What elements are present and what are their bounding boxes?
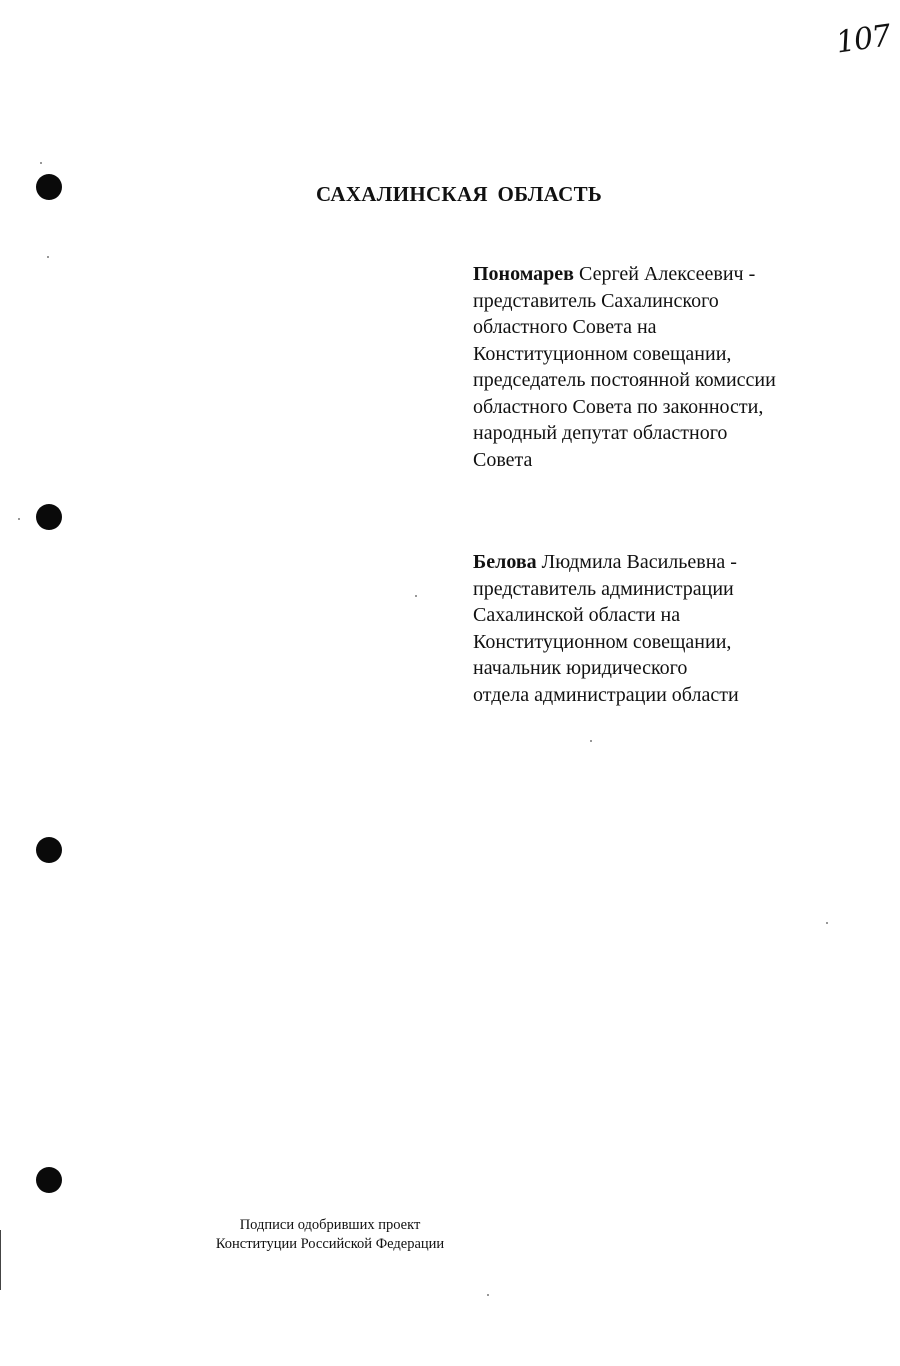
person-role-line: областного Совета по законности,	[473, 395, 764, 418]
document-title: САХАЛИНСКАЯ ОБЛАСТЬ	[315, 182, 603, 207]
scan-speck	[40, 162, 42, 164]
scan-speck	[18, 518, 20, 520]
punch-hole	[36, 504, 62, 530]
person-given-names: Сергей Алексеевич -	[574, 263, 756, 285]
page-number: 107	[833, 18, 893, 61]
person-role-line: Сахалинской области на	[473, 604, 681, 626]
person-name-line	[473, 261, 893, 288]
punch-hole	[36, 837, 62, 863]
scan-speck	[487, 1294, 489, 1296]
person-given-names: Людмила Васильевна -	[536, 551, 737, 573]
footer-caption-line: Подписи одобривших проект	[239, 1217, 421, 1233]
footer-caption-line: Конституции Российской Федерации	[215, 1236, 445, 1252]
scan-speck	[47, 256, 49, 258]
person-role-line: председатель постоянной комиссии	[473, 369, 776, 391]
person-surname: Пономарев	[473, 263, 574, 285]
person-role-line: областного Совета на	[473, 316, 657, 338]
person-role-line: отдела администрации области	[473, 683, 739, 706]
person-role-line: начальник юридического	[473, 657, 688, 679]
person-entry	[473, 261, 893, 473]
person-name-line	[473, 549, 893, 576]
scan-speck	[590, 740, 592, 742]
person-role-line: представитель Сахалинского	[473, 289, 719, 312]
scan-speck	[415, 595, 417, 597]
person-entry	[473, 549, 893, 708]
scan-edge-mark	[0, 1230, 1, 1290]
punch-hole	[36, 1167, 62, 1193]
person-role-line: народный депутат областного	[473, 422, 728, 444]
person-surname: Белова	[473, 551, 537, 573]
person-role-line: Конституционном совещании,	[473, 630, 732, 653]
scan-speck	[826, 922, 828, 924]
person-role-line: Совета	[473, 448, 533, 471]
person-role-line: представитель администрации	[473, 577, 734, 600]
footer-caption	[180, 1216, 480, 1254]
person-role-line: Конституционном совещании,	[473, 342, 732, 365]
